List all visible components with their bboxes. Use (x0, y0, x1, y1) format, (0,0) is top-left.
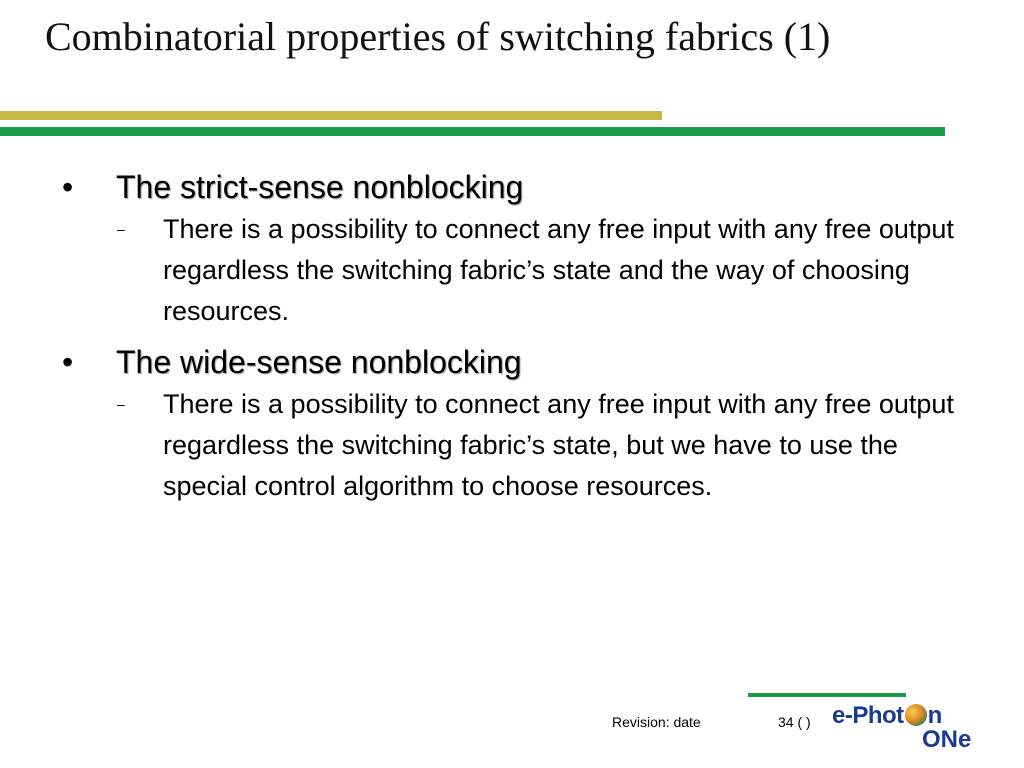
bullet-heading: The strict-sense nonblocking (116, 169, 524, 205)
logo-text-b: n (927, 702, 942, 729)
slide-content (0, 165, 1024, 507)
title-underline-green (0, 127, 945, 136)
logo-text-a: e-Phot (832, 702, 904, 729)
dash-icon: – (117, 221, 125, 237)
sub-bullet-text: There is a possibility to connect any free input with any free output regardless the switching fabric’s state, but we have to use the special control algorithm to choose resources. (163, 389, 954, 501)
footer-divider (748, 693, 906, 697)
bullet-dot-icon: • (62, 344, 74, 380)
sub-bullet-item (0, 384, 973, 507)
sub-bullet-item (0, 209, 973, 332)
footer-page-number: 34 ( ) (778, 714, 811, 730)
sub-bullet-text: There is a possibility to connect any free input with any free output regardless the switching fabric’s state and the way of choosing resources. (163, 214, 954, 326)
logo-bottom-line: ONe (922, 726, 972, 753)
slide-title: Combinatorial properties of switching fabrics (1) (45, 14, 831, 59)
title-underline-yellow (0, 111, 662, 120)
bullet-group (0, 165, 1024, 332)
bullet-item (0, 165, 1024, 209)
footer-revision: Revision: date (612, 714, 701, 730)
bullet-group (0, 340, 1024, 507)
bullet-heading: The wide-sense nonblocking (116, 344, 522, 380)
dash-icon: – (117, 396, 125, 412)
globe-icon (905, 704, 927, 726)
bullet-dot-icon: • (62, 169, 74, 205)
bullet-item (0, 340, 1024, 384)
e-photon-one-logo (832, 702, 992, 758)
